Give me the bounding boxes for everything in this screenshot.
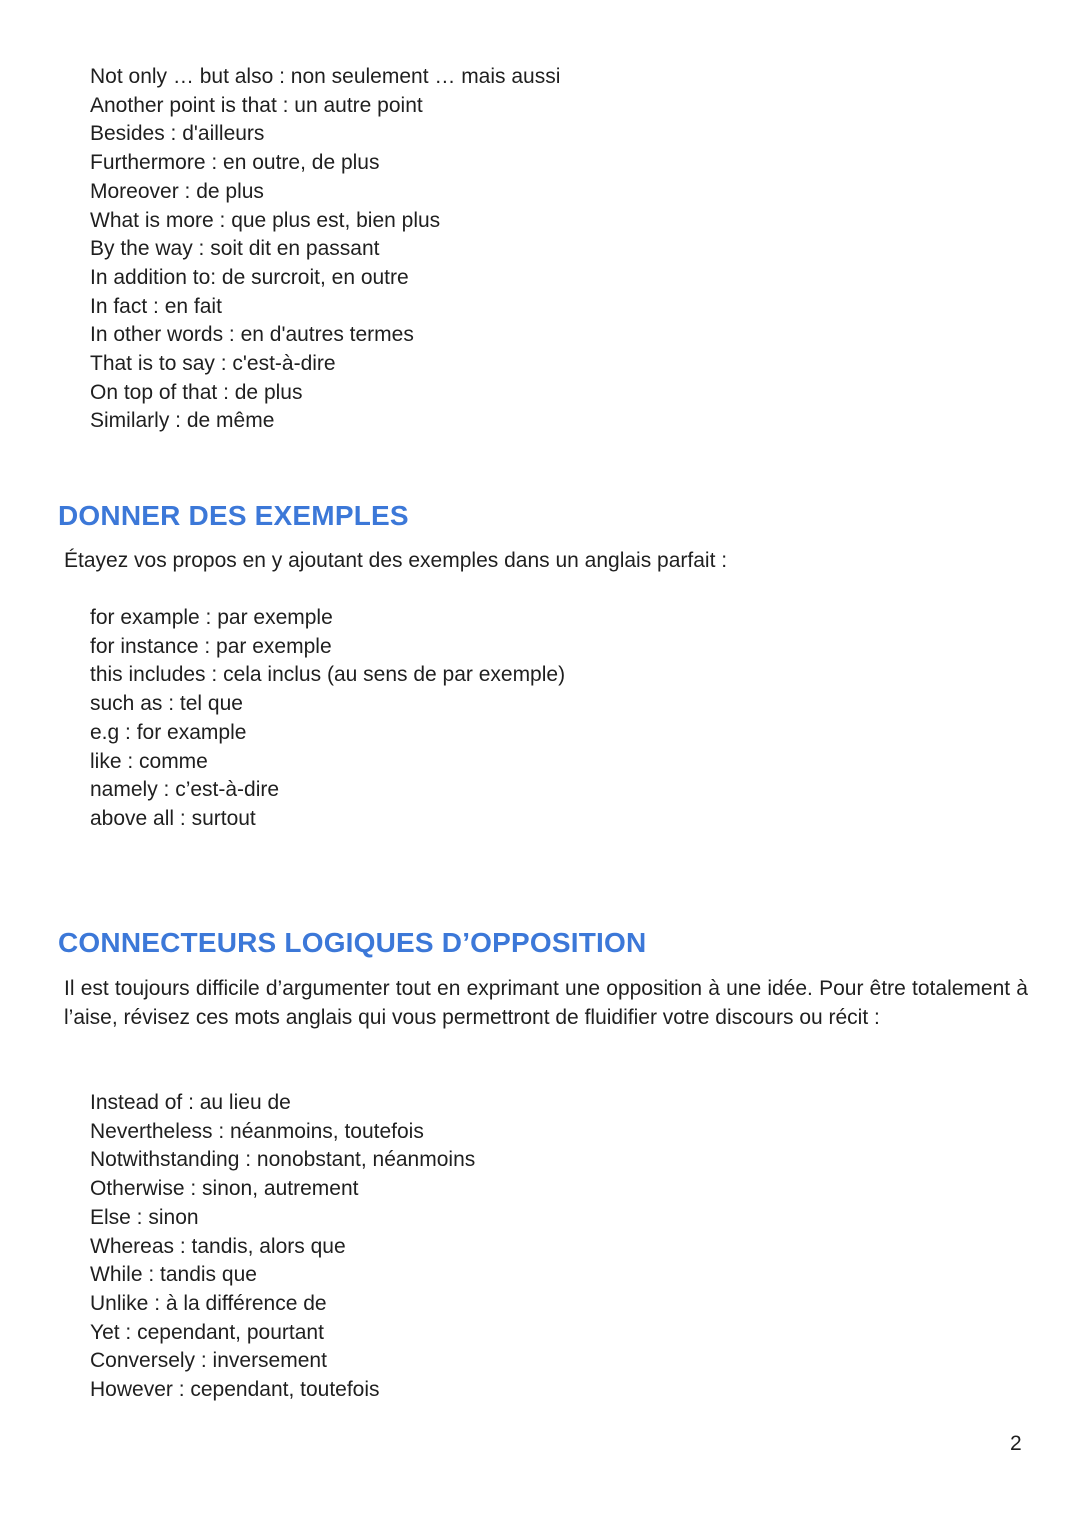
list-item: However : cependant, toutefois	[90, 1378, 380, 1402]
list-item: Another point is that : un autre point	[90, 93, 423, 117]
section-intro-opposition: Il est toujours difficile d’argumenter tout en exprimant une opposition à une idée. Pour être totalement à l’aise, révisez ces mots anglais qui vous permettront de fluidifier votre discours ou récit :	[64, 977, 1028, 1029]
list-item: namely : c’est-à-dire	[90, 778, 280, 802]
page-number: 2	[1010, 1432, 1022, 1455]
list-item: Similarly : de même	[90, 409, 275, 433]
list-item: Moreover : de plus	[90, 179, 264, 203]
list-item: By the way : soit dit en passant	[90, 237, 380, 261]
list-item: this includes : cela inclus (au sens de par exemple)	[90, 663, 566, 687]
list-item: e.g : for example	[90, 720, 247, 744]
list-item: Unlike : à la différence de	[90, 1291, 327, 1315]
section-heading-examples: DONNER DES EXEMPLES	[58, 500, 409, 531]
list-item: Else : sinon	[90, 1205, 199, 1229]
list-item: While : tandis que	[90, 1263, 257, 1287]
section-heading-opposition: CONNECTEURS LOGIQUES D’OPPOSITION	[58, 927, 647, 958]
list-item: In other words : en d'autres termes	[90, 323, 414, 347]
list-item: Nevertheless : néanmoins, toutefois	[90, 1119, 424, 1143]
list-item: In addition to: de surcroit, en outre	[90, 265, 409, 289]
list-item: Besides : d'ailleurs	[90, 122, 265, 146]
list-item: Whereas : tandis, alors que	[90, 1234, 346, 1258]
list-item: Conversely : inversement	[90, 1349, 327, 1373]
list-item: That is to say : c'est-à-dire	[90, 352, 336, 376]
list-item: On top of that : de plus	[90, 380, 303, 404]
list-item: like : comme	[90, 749, 208, 773]
section-intro-examples: Étayez vos propos en y ajoutant des exemples dans un anglais parfait :	[64, 549, 728, 572]
list-item: Furthermore : en outre, de plus	[90, 151, 380, 175]
example-connectors-list	[90, 604, 565, 834]
opposition-connectors-list	[90, 1089, 475, 1405]
list-item: Notwithstanding : nonobstant, néanmoins	[90, 1148, 476, 1172]
list-item: Not only … but also : non seulement … mais aussi	[90, 65, 561, 88]
list-item: above all : surtout	[90, 806, 256, 830]
list-item: What is more : que plus est, bien plus	[90, 208, 441, 232]
list-item: for example : par exemple	[90, 606, 333, 629]
list-item: for instance : par exemple	[90, 634, 332, 658]
list-item: Otherwise : sinon, autrement	[90, 1177, 359, 1201]
list-item: such as : tel que	[90, 692, 243, 716]
list-item: In fact : en fait	[90, 294, 222, 318]
list-item: Yet : cependant, pourtant	[90, 1320, 324, 1344]
addition-connectors-list	[90, 63, 560, 436]
list-item: Instead of : au lieu de	[90, 1091, 291, 1114]
